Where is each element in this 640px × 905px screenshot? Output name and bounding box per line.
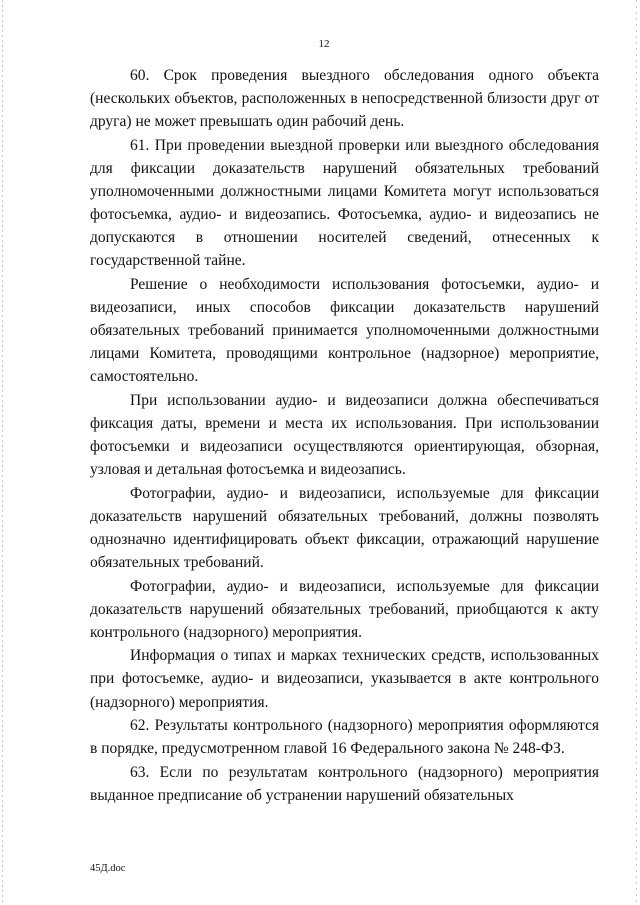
- scan-edge-right: [636, 0, 637, 905]
- paragraph-61: 61. При проведении выездной проверки или выездного обследования для фиксации доказательств нарушений обязательных требований уполномоченными должностными лицами Комитета могут использоваться фотосъемка, аудио- и видеозапись. Фотосъемка, аудио- и видеозапись не допускаются в отношении носителей сведений, отнесенных к государственной тайне.: [90, 136, 599, 270]
- paragraph-photo-identification: Фотографии, аудио- и видеозаписи, используемые для фиксации доказательств нарушений обязательных требований, должны позволять однозначно идентифицировать объект фиксации, отражающий нарушение обязательных требований.: [90, 484, 599, 571]
- paragraph-recording-fixation: При использовании аудио- и видеозаписи должна обеспечиваться фиксация даты, времени и места их использования. При использовании фотосъемки и видеозаписи осуществляются ориентирующая, обзорная, узловая и детальная фотосъемка и видеозапись.: [90, 391, 599, 479]
- paragraph-62: 62. Результаты контрольного (надзорного) мероприятия оформляются в порядке, предусмотренном главой 16 Федерального закона № 248-ФЗ.: [90, 717, 599, 758]
- file-name-footer: 45Д.doc: [90, 863, 126, 874]
- paragraph-photo-attachment: Фотографии, аудио- и видеозаписи, используемые для фиксации доказательств нарушений обязательных требований, приобщаются к акту контрольного (надзорного) мероприятия.: [90, 577, 599, 641]
- paragraph-decision: Решение о необходимости использования фотосъемки, аудио- и видеозаписи, иных способов фиксации доказательств нарушений обязательных требований принимается уполномоченными должностными лицами Комитета, проводящими контрольное (надзорное) мероприятие, самостоятельно.: [90, 275, 599, 386]
- document-body: [90, 64, 599, 807]
- paragraph-60: 60. Срок проведения выездного обследования одного объекта (нескольких объектов, расположенных в непосредственной близости друг от друга) не может превышать один рабочий день.: [90, 67, 599, 131]
- scan-edge-left: [2, 0, 3, 905]
- paragraph-equipment-info: Информация о типах и марках технических средств, использованных при фотосъемке, аудио- и видеозаписи, указывается в акте контрольного (надзорного) мероприятия.: [90, 647, 599, 711]
- page-number: 12: [318, 38, 330, 50]
- paragraph-63: 63. Если по результатам контрольного (надзорного) мероприятия выданное предписание об устранении нарушений обязательных: [90, 763, 599, 804]
